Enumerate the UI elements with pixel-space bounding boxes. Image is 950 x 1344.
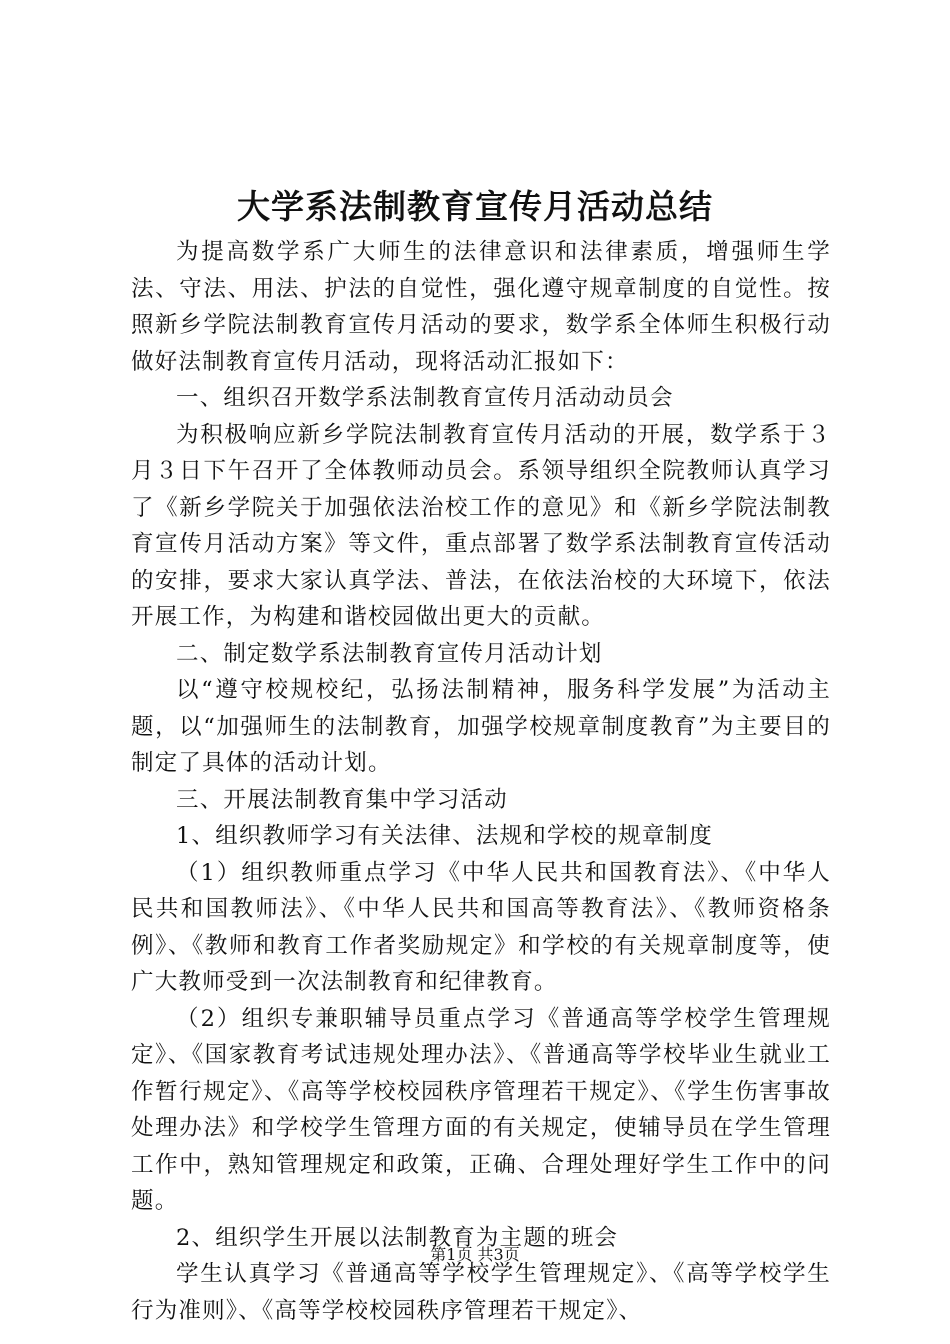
subheading-students: 2、组织学生开展以法制教育为主题的班会 [176,1224,619,1251]
section-heading-2: 二、制定数学系法制教育宣传月活动计划 [176,640,603,667]
document-body [131,234,831,1329]
page-number: 第1页 共3页 [430,1245,520,1264]
paragraph-teachers-laws: （1）组织教师重点学习《中华人民共和国教育法》、《中华人民共和国教师法》、《中华人民共和国高等教育法》、《教师资格条例》、《教师和教育工作者奖励规定》和学校的有关规章制度等，使广大教师受到一次法制教育和纪律教育。 [131,859,831,995]
section-heading-1: 一、组织召开数学系法制教育宣传月活动动员会 [176,385,674,411]
paragraph-students: 学生认真学习《普通高等学校学生管理规定》、《高等学校学生行为准则》、《高等学校校园秩序管理若干规定》、 [131,1261,831,1324]
paragraph-intro: 为提高数学系广大师生的法律意识和法律素质，增强师生学法、守法、用法、护法的自觉性，强化遵守规章制度的自觉性。按照新乡学院法制教育宣传月活动的要求，数学系全体师生积极行动做好法制教育宣传月活动，现将活动汇报如下： [131,239,831,375]
section-heading-3: 三、开展法制教育集中学习活动 [176,786,508,813]
paragraph-mobilization: 为积极响应新乡学院法制教育宣传月活动的开展，数学系于３月３日下午召开了全体教师动员会。系领导组织全院教师认真学习了《新乡学院关于加强依法治校工作的意见》和《新乡学院法制教育宣传月活动方案》等文件，重点部署了数学系法制教育宣传活动的安排，要求大家认真学法、普法，在依法治校的大环境下，依法开展工作，为构建和谐校园做出更大的贡献。 [131,421,831,630]
paragraph-plan: 以“遵守校规校纪，弘扬法制精神，服务科学发展”为活动主题，以“加强师生的法制教育，加强学校规章制度教育”为主要目的制定了具体的活动计划。 [131,677,831,776]
subheading-teachers: 1、组织教师学习有关法律、法规和学校的规章制度 [176,823,713,849]
paragraph-counselors: （2）组织专兼职辅导员重点学习《普通高等学校学生管理规定》、《国家教育考试违规处理办法》、《普通高等学校毕业生就业工作暂行规定》、《高等学校校园秩序管理若干规定》、《学生伤害事故处理办法》和学校学生管理方面的有关规定，使辅导员在学生管理工作中，熟知管理规定和政策，正确、合理处理好学生工作中的问题。 [131,1005,831,1214]
document-title: 大学系法制教育宣传月活动总结 [237,187,713,226]
